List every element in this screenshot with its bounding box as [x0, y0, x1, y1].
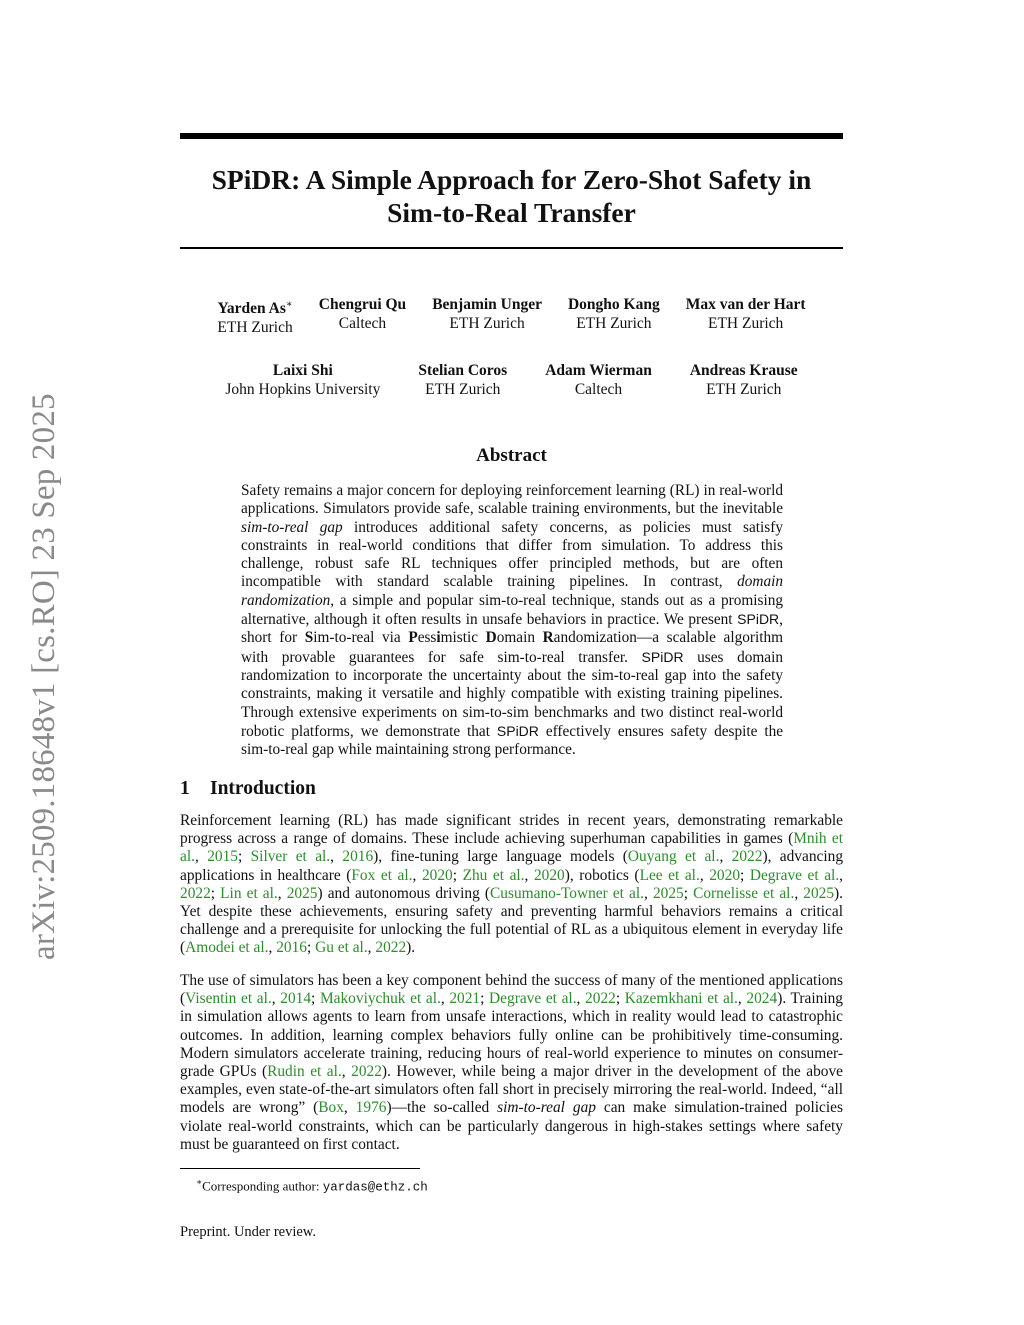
author	[545, 361, 652, 399]
author	[319, 295, 406, 337]
author-name: Dongho Kang	[567, 296, 660, 313]
citation-link[interactable]: 2021	[449, 990, 481, 1008]
citation-link[interactable]: 2022	[375, 939, 407, 957]
paper-title	[180, 163, 843, 229]
citation-link[interactable]: 2014	[280, 990, 312, 1008]
citation-link[interactable]: 2020	[709, 866, 741, 884]
author	[686, 295, 806, 337]
arxiv-identifier: arXiv:2509.18648v1 [cs.RO] 23 Sep 2025	[26, 393, 62, 960]
author-name: Chengrui Qu	[318, 296, 407, 313]
abstract-text: Safety remains a major concern for deploying reinforcement learning (RL) in real-world applications. Simulators provide safe, scalable training environments, but the inevitable sim-to-real gap introduces additional safety concerns, as policies must satisfy constraints in real-world conditions that differ from simulation. To address this challenge, robust safe RL techniques offer principled methods, but are often incompatible with standard scalable training pipelines. In contrast, domain randomization, a simple and popular sim-to-real technique, stands out as a promising alternative, although it often results in unsafe behaviors in practice. We present SPiDR, short for Sim-to-real via Pessimistic Domain Randomization—a scalable algorithm with provable guarantees for safe sim-to-real transfer. SPiDR uses domain randomization to incorporate the uncertainty about the sim-to-real gap into the safety constraints, making it versatile and highly compatible with existing training pipelines. Through extensive experiments on sim-to-sim benchmarks and two distinct real-world robotic platforms, we demonstrate that SPiDR effectively ensures safety despite the sim-to-real gap while maintaining strong performance.	[241, 482, 784, 759]
author-affiliation: ETH Zurich	[576, 315, 652, 332]
author-name: Yarden As∗	[217, 299, 293, 318]
citation-link[interactable]: 2022	[731, 848, 763, 866]
author-name: Andreas Krause	[689, 362, 798, 379]
section-title: Introduction	[210, 778, 316, 799]
title-top-rule	[180, 133, 843, 139]
author	[225, 361, 380, 399]
citation-link[interactable]: Makoviychuk et al.	[319, 990, 441, 1008]
title-line-2: Sim-to-Real Transfer	[387, 197, 636, 228]
title-bottom-rule	[180, 247, 843, 249]
author-affiliation: ETH Zurich	[706, 381, 782, 398]
method-name: SPiDR	[641, 648, 684, 665]
citation-link[interactable]: Lin et al.	[220, 884, 278, 902]
author-email[interactable]: yardas@ethz.ch	[322, 1180, 428, 1195]
citation-link[interactable]: Ouyang et al.	[627, 848, 720, 866]
citation-link[interactable]: 2024	[746, 990, 778, 1008]
author-block-row-2	[180, 361, 843, 399]
author	[568, 295, 660, 337]
citation-link[interactable]: 2025	[652, 884, 684, 902]
citation-link[interactable]: Gu et al.	[315, 939, 368, 957]
author-name: Max van der Hart	[685, 296, 806, 313]
author-affiliation: ETH Zurich	[217, 319, 293, 337]
title-line-1: SPiDR: A Simple Approach for Zero-Shot Safety in	[211, 164, 812, 195]
author-affiliation: Caltech	[574, 381, 623, 398]
citation-link[interactable]: Degrave et al.	[489, 990, 577, 1008]
citation-link[interactable]: Box	[318, 1099, 344, 1117]
footnote-rule	[180, 1168, 420, 1169]
citation-link[interactable]: 2022	[585, 990, 616, 1008]
author-name: Adam Wierman	[545, 362, 652, 379]
method-name: SPiDR	[496, 722, 539, 739]
section-heading-introduction	[180, 778, 316, 800]
citation-link[interactable]: Cusumano-Towner et al.	[490, 884, 644, 902]
citation-link[interactable]: Degrave et al.	[749, 866, 840, 884]
author-affiliation: ETH Zurich	[707, 315, 784, 332]
author-affiliation: ETH Zurich	[425, 381, 501, 398]
author-affiliation: ETH Zurich	[449, 315, 525, 332]
citation-link[interactable]: 2016	[276, 939, 307, 957]
citation-link[interactable]: Lee et al.	[639, 866, 700, 884]
intro-paragraph-1: Reinforcement learning (RL) has made significant strides in recent years, demonstrating remarkable progress across a range of domains. These include achieving superhuman capabilities in games (Mnih et al., 2015; Silver et al., 2016), fine-tuning large language models (Ouyang et al., 2022), advancing applications in healthcare (Fox et al., 2020; Zhu et al., 2020), robotics (Lee et al., 2020; Degrave et al., 2022; Lin et al., 2025) and autonomous driving (Cusumano-Towner et al., 2025; Cornelisse et al., 2025). Yet despite these achievements, ensuring safety and preventing harmful behaviors remains a critical challenge and a prerequisite for unlocking the full potential of RL as a ubiquitous element in everyday life (Amodei et al., 2016; Gu et al., 2022).	[180, 812, 844, 957]
citation-link[interactable]: Mnih et al.	[180, 830, 844, 866]
author	[432, 295, 542, 337]
citation-link[interactable]: 2022	[180, 884, 211, 902]
citation-link[interactable]: 2025	[286, 884, 318, 902]
citation-link[interactable]: 2015	[207, 848, 238, 866]
citation-link[interactable]: Kazemkhani et al.	[624, 990, 738, 1008]
citation-link[interactable]: Visentin et al.	[185, 990, 272, 1008]
citation-link[interactable]: Rudin et al.	[267, 1063, 342, 1081]
citation-link[interactable]: 2016	[342, 848, 374, 866]
author-name: Benjamin Unger	[432, 296, 542, 313]
abstract-heading: Abstract	[476, 445, 547, 466]
author-affiliation: Caltech	[338, 315, 387, 332]
author-name: Stelian Coros	[418, 362, 508, 379]
author	[418, 361, 507, 399]
citation-link[interactable]: Zhu et al.	[462, 866, 525, 884]
citation-link[interactable]: Silver et al.	[250, 848, 331, 866]
citation-link[interactable]: Fox et al.	[351, 866, 413, 884]
author	[217, 295, 292, 337]
citation-link[interactable]: Cornelisse et al.	[693, 884, 795, 902]
intro-paragraph-2: The use of simulators has been a key component behind the success of many of the mentioned applications (Visentin et al., 2014; Makoviychuk et al., 2021; Degrave et al., 2022; Kazemkhani et al., 2024). Training in simulation allows agents to learn from unsafe interactions, which in reality would lead to catastrophic outcomes. In addition, learning complex behaviors fully online can be prohibitively time-consuming. Modern simulators accelerate training, reducing hours of real-world experience to minutes on consumer-grade GPUs (Rudin et al., 2022). However, while being a major driver in the development of the above examples, even state-of-the-art simulators often fall short in precisely mirroring the real-world. Indeed, “all models are wrong” (Box, 1976)—the so-called sim-to-real gap can make simulation-trained policies violate real-world constraints, which can be particularly dangerous in high-stakes settings where safety must be guaranteed on first contact.	[180, 972, 843, 1153]
footnote: ∗Corresponding author: yardas@ethz.ch	[196, 1177, 428, 1195]
author-block-row-1	[180, 295, 843, 337]
author-affiliation: John Hopkins University	[225, 381, 381, 398]
author-name: Laixi Shi	[272, 362, 333, 379]
author	[690, 361, 798, 399]
citation-link[interactable]: 2020	[421, 866, 453, 884]
section-number: 1	[180, 778, 190, 799]
citation-link[interactable]: 2020	[533, 866, 565, 884]
citation-link[interactable]: 2025	[803, 884, 835, 902]
citation-link[interactable]: Amodei et al.	[185, 939, 269, 957]
preprint-notice: Preprint. Under review.	[180, 1224, 316, 1240]
method-name: SPiDR	[737, 611, 780, 628]
citation-link[interactable]: 1976	[355, 1099, 387, 1117]
citation-link[interactable]: 2022	[351, 1063, 382, 1081]
